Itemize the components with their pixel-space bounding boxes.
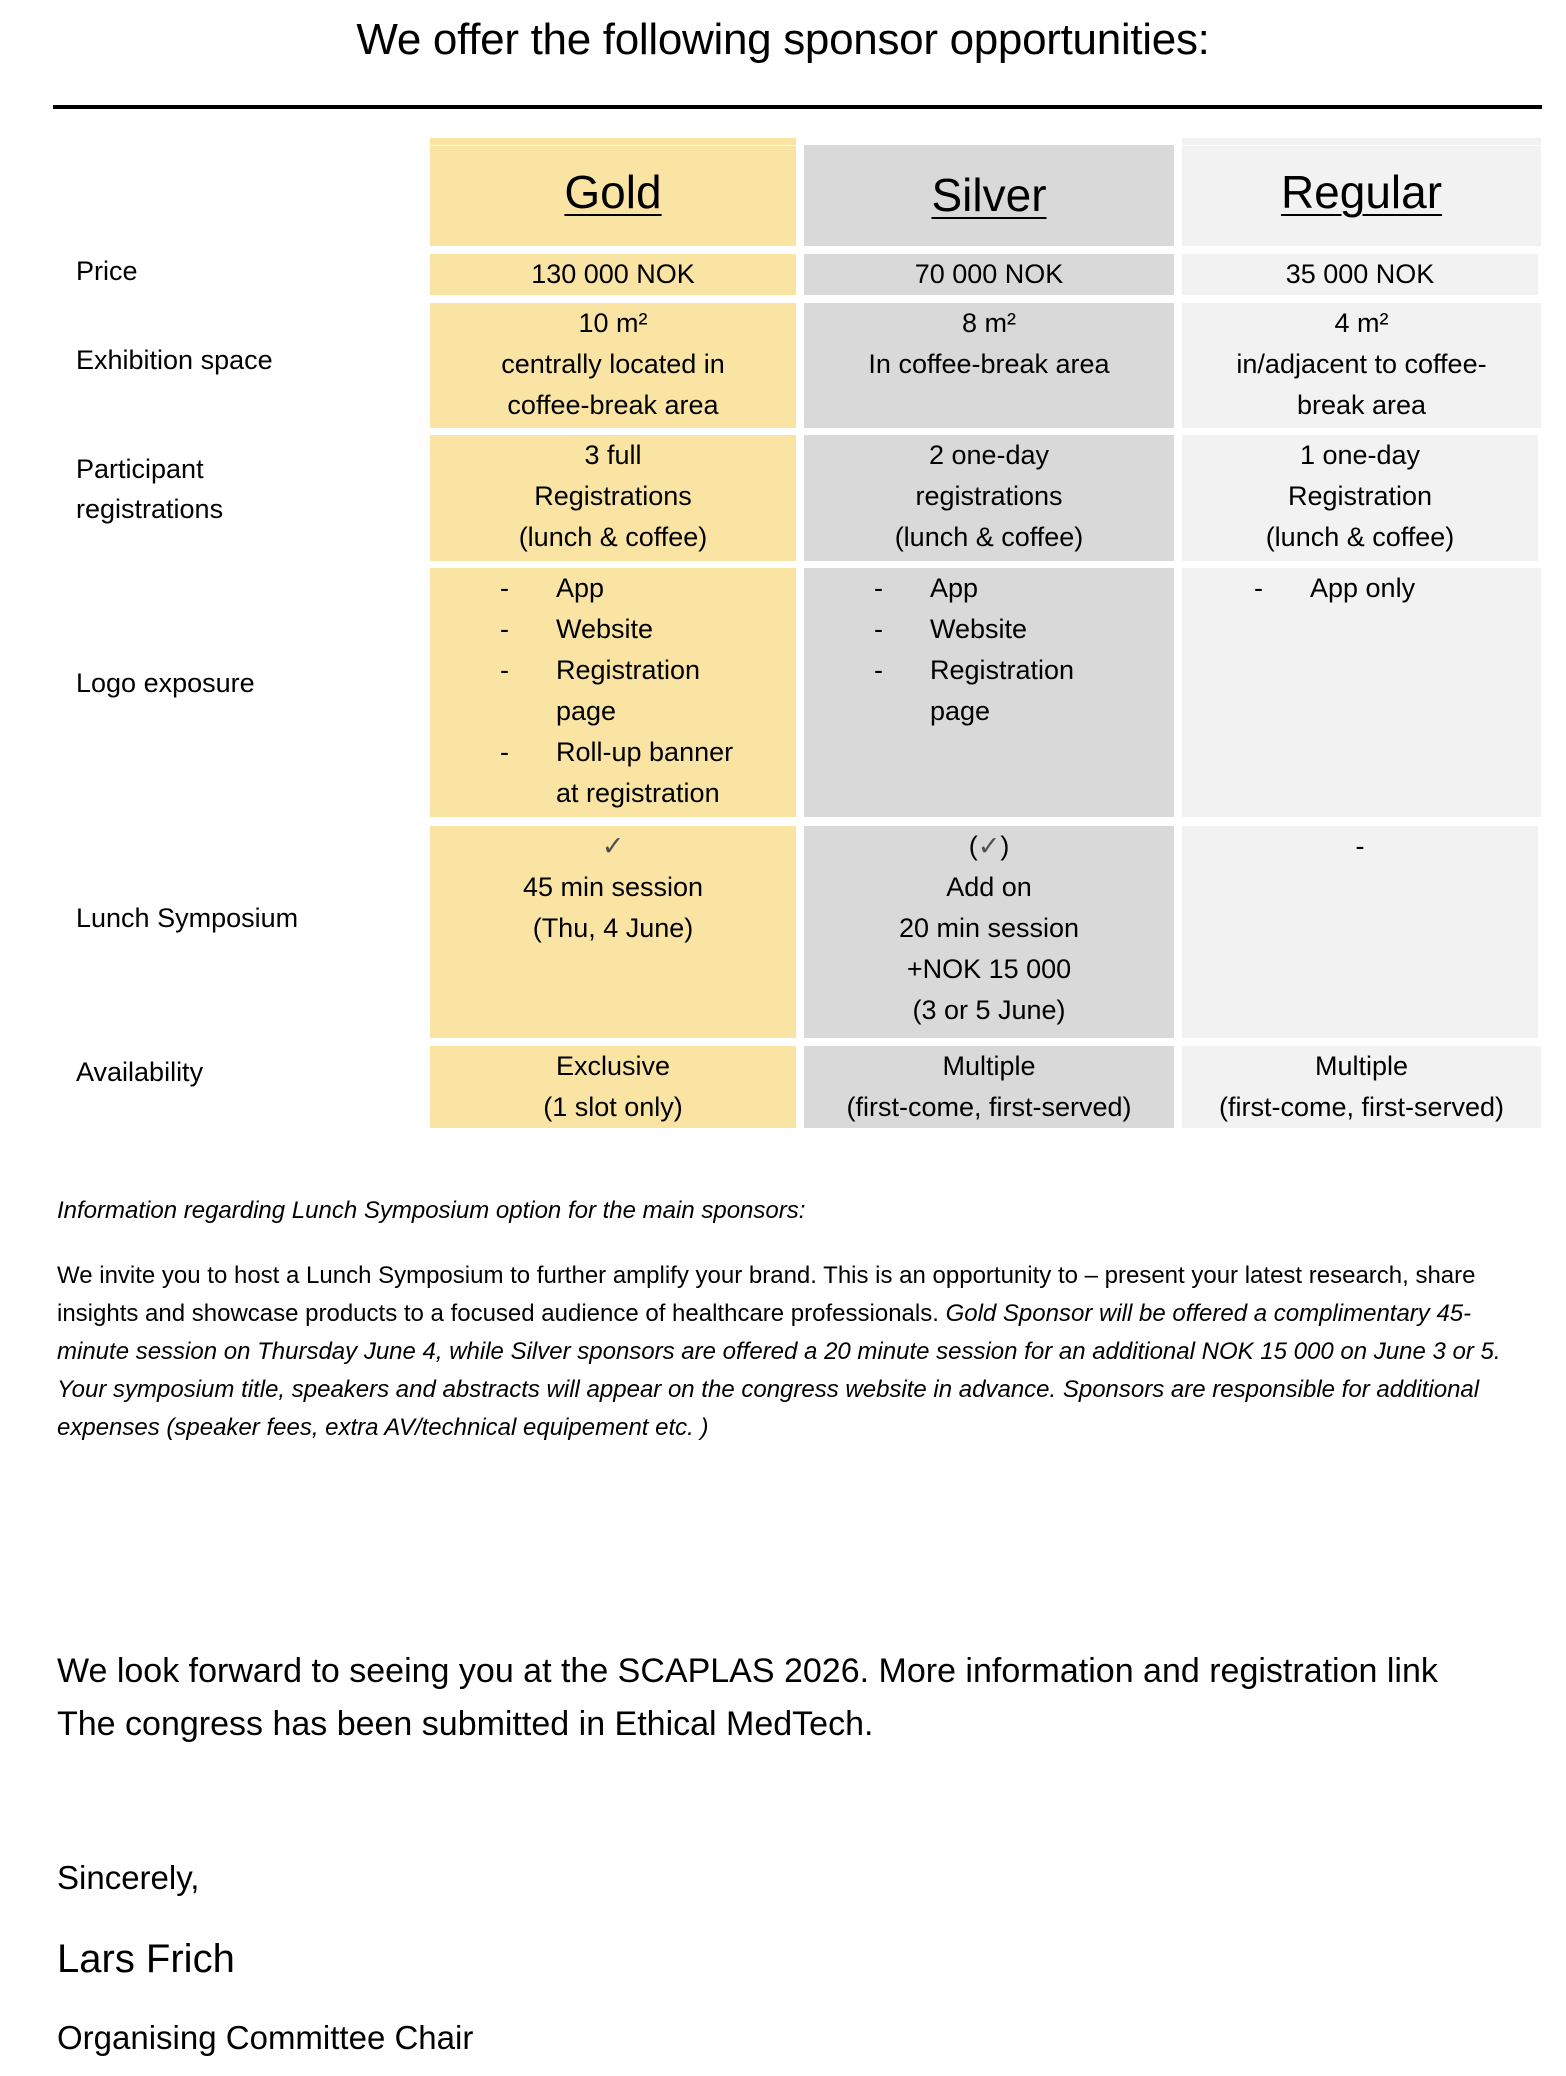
page-title: We offer the following sponsor opportunities: [356,15,1210,64]
logo-regular [1182,568,1541,817]
exhibition-size: 8 m² [962,308,1016,338]
availability-type: Exclusive [555,1051,671,1081]
registrations-type: registrations [915,481,1063,511]
logo-item-text: Registration [930,655,1075,685]
tier-header-silver [804,145,1174,246]
registrations-count: 2 one-day [928,440,1050,470]
tier-name-gold: Gold [564,165,662,218]
exhibition-size: 10 m² [578,308,648,338]
lunch-session: 45 min session [522,872,704,902]
logo-item-text: Website [930,614,1028,644]
exhibition-desc: in/adjacent to coffee- [1236,349,1487,379]
tier-name-silver: Silver [931,169,1047,221]
exhibition-silver [804,303,1174,428]
row-label-registrations [76,449,223,529]
exhibition-desc: In coffee-break area [868,349,1110,379]
lunch-addon: Add on [946,872,1032,902]
lunch-gold [430,826,796,1038]
closing-line: We look forward to seeing you at the SCAPLAS 2026. More information and registration link [57,1652,1438,1690]
logo-silver [804,568,1174,817]
bullet-dash: - [874,573,883,603]
availability-type: Multiple [1314,1051,1409,1081]
logo-item [500,568,796,609]
exhibition-desc: break area [1296,390,1427,420]
logo-item-text: at registration [556,778,720,808]
signer-role: Organising Committee Chair [57,2019,474,2056]
exhibition-desc: coffee-break area [507,390,719,420]
logo-item [1254,568,1541,609]
bullet-dash: - [874,655,883,685]
bullet-dash: - [874,614,883,644]
lunch-regular [1182,826,1538,1038]
bullet-dash: - [500,614,509,644]
bullet-dash: - [500,737,509,767]
logo-item-text: page [556,696,617,726]
price-regular: 35 000 NOK [1182,254,1538,295]
availability-type: Multiple [942,1051,1036,1081]
sign-off: Sincerely, [57,1859,200,1896]
registrations-silver [804,435,1174,561]
check-mark-icon: ✓ [977,831,1001,861]
logo-item-text: Website [556,614,654,644]
header-highlight-line [1182,145,1541,146]
row-label-line: registrations [76,494,224,524]
availability-silver [804,1046,1174,1128]
closing-line: The congress has been submitted in Ethical MedTech. [57,1705,874,1743]
registrations-count: 1 one-day [1299,440,1421,470]
lunch-date: (Thu, 4 June) [532,913,694,943]
exhibition-regular [1182,303,1541,428]
exhibition-size: 4 m² [1334,308,1389,338]
row-label-line: Participant [76,454,204,484]
exhibition-desc: centrally located in [501,349,725,379]
info-paragraph [57,1257,1517,1447]
signer-name: Lars Frich [57,1937,235,1981]
lunch-session: 20 min session [898,913,1080,943]
registrations-gold [430,435,796,561]
closing-text [57,1645,1537,1751]
optional-check [804,826,1174,867]
registrations-type: Registration [1287,481,1433,511]
bullet-dash: - [500,655,509,685]
availability-note: (1 slot only) [543,1092,683,1122]
availability-regular [1182,1046,1541,1128]
logo-item-text: Registration [556,655,701,685]
logo-item [874,568,1174,609]
logo-item-text: App [930,573,979,603]
logo-item [874,650,1174,732]
price-gold: 130 000 NOK [430,254,796,295]
header-highlight-line [430,145,796,146]
lunch-not-available: - [1355,831,1365,861]
lunch-silver [804,826,1174,1038]
tier-name-regular: Regular [1280,165,1443,218]
exhibition-gold [430,303,796,428]
bullet-dash: - [1254,573,1263,603]
registrations-type: Registrations [534,481,692,511]
logo-item [500,650,796,732]
row-label-logo: Logo exposure [76,668,255,698]
logo-item [500,609,796,650]
availability-gold [430,1046,796,1128]
availability-note: (first-come, first-served) [1218,1092,1505,1122]
registrations-note: (lunch & coffee) [518,522,708,552]
price-silver: 70 000 NOK [804,254,1174,295]
title-divider [53,105,1542,109]
row-label-availability: Availability [76,1057,204,1087]
check-mark-icon: ✓ [601,831,625,861]
registrations-regular [1182,435,1538,561]
logo-item [500,732,796,814]
tier-header-regular [1182,138,1541,246]
logo-item-text: App [556,573,605,603]
row-label-exhibition: Exhibition space [76,345,273,375]
paren-open: ( [968,831,978,861]
logo-item-text: App only [1310,573,1416,603]
info-paragraph-text: We invite you to host a Lunch Symposium to further amplify your brand. This is an opportunity to – present your latest research, share insights and showcase products to a focused audience of healthcare professionals. [57,1262,1476,1327]
lunch-date: (3 or 5 June) [912,995,1066,1025]
tier-header-gold [430,138,796,246]
logo-item [874,609,1174,650]
logo-item-text: Roll-up banner [556,737,734,767]
info-paragraph-italic: Gold Sponsor will be offered a complimentary 45-minute session on Thursday June 4, while Silver sponsors are offered a 20 minute session for an additional NOK 15 000 on June 3 or 5. Your symposium title, speakers and abstracts will appear on the congress website in advance. Sponsors are responsible for additional expenses (speaker fees, extra AV/technical equipement etc. ) [57,1300,1501,1441]
registrations-note: (lunch & coffee) [1265,522,1455,552]
paren-close: ) [1000,831,1010,861]
info-heading: Information regarding Lunch Symposium option for the main sponsors: [57,1197,806,1224]
registrations-count: 3 full [584,440,642,470]
row-label-price: Price [76,256,138,286]
bullet-dash: - [500,573,509,603]
logo-item-text: page [930,696,991,726]
lunch-price: +NOK 15 000 [906,954,1072,984]
logo-gold [430,568,796,817]
row-label-lunch: Lunch Symposium [76,903,299,933]
availability-note: (first-come, first-served) [846,1092,1132,1122]
registrations-note: (lunch & coffee) [894,522,1084,552]
